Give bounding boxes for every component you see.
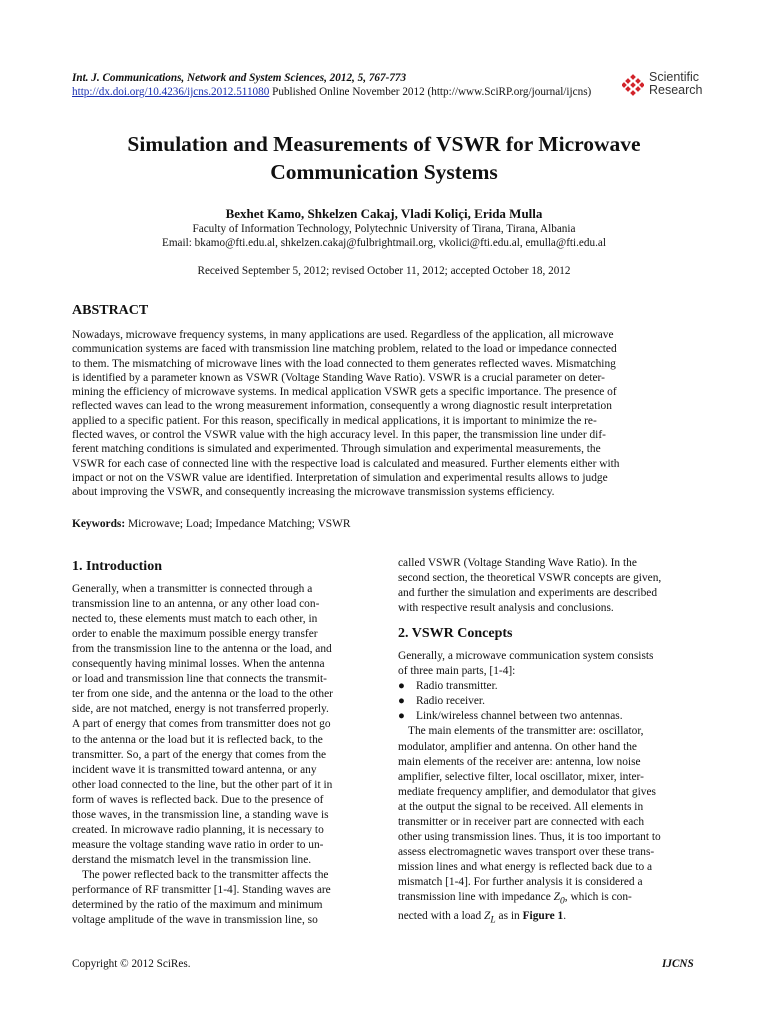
text-line: side, are not matched, energy is not transferred properly. xyxy=(72,703,329,716)
text-line: Generally, a microwave communication system consists xyxy=(398,650,654,663)
text-line: form of waves is reflected back. Due to the presence of xyxy=(72,793,324,806)
logo-line1: Scientific xyxy=(649,70,700,84)
text-line: derstand the mismatch level in the transmission line. xyxy=(72,853,312,866)
keywords-label: Keywords: xyxy=(72,518,126,530)
text-line: at the output the signal to be received. All elements in xyxy=(398,800,644,813)
text-line: and further the simulation and experiments are described xyxy=(398,587,658,600)
journal-abbreviation: IJCNS xyxy=(662,958,694,970)
abstract-line: flected waves, or control the VSWR value with the high accuracy level. In this paper, the transmission line under dif- xyxy=(72,429,606,442)
text-line: The power reflected back to the transmitter affects the xyxy=(82,868,329,881)
intro-paragraph-continued xyxy=(398,556,697,616)
text-line: main elements of the receiver are: antenna, low noise xyxy=(398,755,641,768)
text-line: consequently having minimal losses. When the antenna xyxy=(72,658,325,671)
intro-paragraph-2 xyxy=(72,868,371,928)
text-line: created. In microwave radio planning, it is necessary to xyxy=(72,823,324,836)
text-line: mediate frequency amplifier, and demodulator that gives xyxy=(398,785,656,798)
text-line: Generally, when a transmitter is connected through a xyxy=(72,583,313,596)
abstract-line: mining the efficiency of microwave systems. In medical application VSWR gets a specific importance. The presence of xyxy=(72,386,617,399)
text-line-load xyxy=(398,909,697,928)
text-line: amplifier, selective filter, local oscillator, mixer, inter- xyxy=(398,770,644,783)
zl-symbol xyxy=(484,910,496,926)
title-line1: Simulation and Measurements of VSWR for Microwave xyxy=(127,132,641,156)
text-line: determined by the ratio of the maximum and minimum xyxy=(72,899,323,912)
logo-text xyxy=(649,71,703,97)
text-line: modulator, amplifier and antenna. On other hand the xyxy=(398,740,637,753)
text-line: from the transmission line to the antenna or the load, and xyxy=(72,643,332,656)
text-line: or load and transmission line that connects the transmit- xyxy=(72,673,327,686)
section-heading-introduction: 1. Introduction xyxy=(72,559,162,574)
journal-citation: , 2012, 5, 767-773 xyxy=(324,72,407,84)
list-item xyxy=(398,709,697,724)
citation-line xyxy=(72,71,591,85)
text-line: performance of RF transmitter [1-4]. Standing waves are xyxy=(72,883,331,896)
left-column xyxy=(72,559,371,928)
text-fragment: as in xyxy=(495,910,523,923)
components-list xyxy=(398,679,697,724)
intro-paragraph-1 xyxy=(72,582,371,868)
text-line: those waves, in the transmission line, a standing wave is xyxy=(72,808,329,821)
text-fragment: , which is con- xyxy=(564,890,632,903)
z0-symbol xyxy=(553,890,565,907)
paper-title xyxy=(60,130,708,186)
list-item-text: Radio transmitter. xyxy=(416,680,498,693)
concepts-paragraph-2 xyxy=(398,724,697,928)
section-heading-vswr-concepts: 2. VSWR Concepts xyxy=(398,626,513,642)
abstract-body xyxy=(72,328,699,500)
publisher-logo xyxy=(622,70,702,100)
text-line: A part of energy that comes from transmitter does not go xyxy=(72,718,331,731)
affiliation: Faculty of Information Technology, Polytechnic University of Tirana, Tirana, Albania xyxy=(192,223,576,235)
abstract-line: to them. The mismatching of microwave lines with the load connected to them generates reflected waves. Mismatching xyxy=(72,357,616,370)
abstract-line: communication systems are faced with transmission line matching problem, related to the load or impedance connected xyxy=(72,343,617,356)
journal-name: Int. J. Communications, Network and System Sciences xyxy=(72,72,325,84)
text-fragment: transmission line with impedance xyxy=(398,890,554,903)
subscript-0: 0 xyxy=(560,896,565,907)
list-item-text: Link/wireless channel between two antennas. xyxy=(416,710,623,723)
text-line: mismatch [1-4]. For further analysis it is considered a xyxy=(398,875,643,888)
authors: Bexhet Kamo, Shkelzen Cakaj, Vladi Koliçi, Erida Mulla xyxy=(225,206,543,221)
text-line: order to enable the maximum possible energy transfer xyxy=(72,628,318,641)
text-line: incident wave it is transmitted toward antenna, or any xyxy=(72,763,317,776)
text-line: voltage amplitude of the wave in transmission line, so xyxy=(72,914,318,927)
abstract-line: impact or not on the VSWR value are identified. Interpretation of simulation and experimental results allows to judge xyxy=(72,471,608,484)
text-line: transmission line to an antenna, or any other load con- xyxy=(72,598,320,611)
logo-line2: Research xyxy=(649,83,703,97)
text-line: with respective result analysis and conclusions. xyxy=(398,602,614,615)
keywords xyxy=(72,518,350,530)
text-line: other using transmission lines. Thus, it is too important to xyxy=(398,830,661,843)
text-line-impedance xyxy=(398,890,697,909)
text-line: measure the voltage standing wave ratio in order to un- xyxy=(72,838,324,851)
abstract-line: VSWR for each case of connected line with the respective load is calculated and measured. Further elements either with xyxy=(72,457,620,470)
text-line: ter from one side, and the antenna or the load to the other xyxy=(72,688,333,701)
title-line2: Communication Systems xyxy=(270,160,498,184)
text-line: transmitter. So, a part of the energy that comes from the xyxy=(72,748,327,761)
list-item xyxy=(398,679,697,694)
affiliation-block xyxy=(60,222,708,250)
bullet-icon: ● xyxy=(398,695,405,708)
text-line: second section, the theoretical VSWR concepts are given, xyxy=(398,572,662,585)
scientific-research-logo-icon xyxy=(622,74,644,96)
abstract-line: reflected waves can lead to the wrong measurement information, consequently a wrong diagnostic result interpretation xyxy=(72,400,612,413)
text-fragment: . xyxy=(563,910,567,923)
right-column xyxy=(398,556,697,929)
variable-z: Z xyxy=(553,890,560,903)
journal-header xyxy=(72,71,591,99)
text-line: assess electromagnetic waves transport over these trans- xyxy=(398,845,655,858)
text-line: of three main parts, [1-4]: xyxy=(398,665,516,678)
bullet-icon: ● xyxy=(398,680,405,693)
text-line: other load connected to the line, but the other part of it in xyxy=(72,778,333,791)
doi-link[interactable]: http://dx.doi.org/10.4236/ijcns.2012.511080 xyxy=(72,86,270,98)
doi-line xyxy=(72,85,591,99)
text-fragment: nected with a load xyxy=(398,910,485,923)
text-line: nected to, these elements must match to each other, in xyxy=(72,613,318,626)
list-item xyxy=(398,694,697,709)
copyright: Copyright © 2012 SciRes. xyxy=(72,958,191,970)
text-line: transmitter or in receiver part are connected with each xyxy=(398,815,645,828)
subscript-l: L xyxy=(490,915,496,926)
text-line: to the antenna or the load but it is reflected back, to the xyxy=(72,733,323,746)
email: Email: bkamo@fti.edu.al, shkelzen.cakaj@fulbrightmail.org, vkolici@fti.edu.al, emulla@fti.edu.al xyxy=(162,237,606,249)
abstract-line: ferent matching conditions is simulated and experimented. Through simulation and experimental measurements, the xyxy=(72,443,601,456)
abstract-line: applied to a specific patient. For this reason, specifically in medical applications, it is important to minimize the re- xyxy=(72,414,597,427)
keywords-text: Microwave; Load; Impedance Matching; VSWR xyxy=(125,518,351,530)
concepts-paragraph-1 xyxy=(398,649,697,679)
received-dates: Received September 5, 2012; revised October 11, 2012; accepted October 18, 2012 xyxy=(197,265,571,277)
abstract-heading: ABSTRACT xyxy=(72,303,149,318)
text-line: The main elements of the transmitter are: oscillator, xyxy=(408,725,644,738)
abstract-line: about improving the VSWR, and consequently increasing the microwave transmission systems efficiency. xyxy=(72,486,555,499)
published-info: Published Online November 2012 (http://www.SciRP.org/journal/ijcns) xyxy=(269,86,592,98)
abstract-line: Nowadays, microwave frequency systems, in many applications are used. Regardless of the application, all microwave xyxy=(72,329,614,341)
figure-1-reference[interactable]: Figure 1 xyxy=(522,910,564,923)
variable-z: Z xyxy=(484,910,491,923)
bullet-icon: ● xyxy=(398,710,405,723)
abstract-line: is identified by a parameter known as VSWR (Voltage Standing Wave Ratio). VSWR is a crucial parameter on deter- xyxy=(72,371,605,384)
text-line: called VSWR (Voltage Standing Wave Ratio). In the xyxy=(398,557,637,569)
list-item-text: Radio receiver. xyxy=(416,695,485,708)
text-line: mission lines and what energy is reflected back due to a xyxy=(398,860,653,873)
